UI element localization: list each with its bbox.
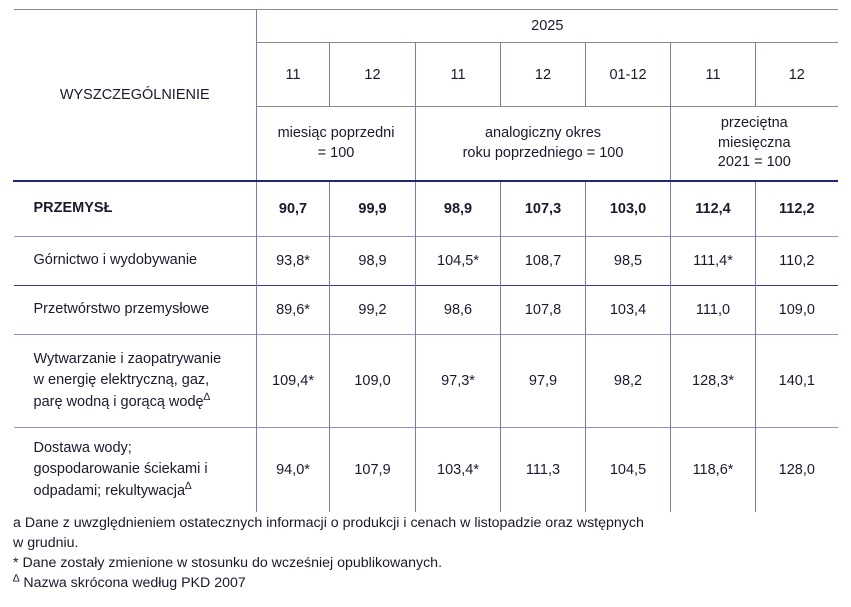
row-label-line: Dostawa wody; xyxy=(33,440,132,457)
footnotes-block xyxy=(13,513,839,594)
unit-line-2: = 100 xyxy=(317,144,355,161)
cell-water-7: 128,0 xyxy=(756,428,838,513)
cell-mining-4: 108,7 xyxy=(501,237,586,286)
row-label-mining xyxy=(14,237,257,286)
unit-line-1: przeciętna xyxy=(720,115,788,132)
row-label-line: PRZEMYSŁ xyxy=(33,200,113,217)
footnote-delta-marker: ∆ xyxy=(13,572,20,585)
row-label-line: parę wodną i gorącą wodę xyxy=(33,393,204,410)
row-label-manufacturing xyxy=(14,286,257,335)
header-row-year xyxy=(14,10,838,43)
cell-manufacturing-6: 111,0 xyxy=(671,286,756,335)
cell-water-4: 111,3 xyxy=(501,428,586,513)
unit-line-1: analogiczny okres xyxy=(484,124,602,141)
cell-manufacturing-4: 107,8 xyxy=(501,286,586,335)
cell-mining-1: 93,8* xyxy=(257,237,330,286)
cell-manufacturing-1: 89,6* xyxy=(257,286,330,335)
period-header-1: 11 xyxy=(257,43,330,107)
row-label-line: w energię elektryczną, gaz, xyxy=(33,372,210,389)
table-body xyxy=(14,181,838,512)
footnote-delta xyxy=(13,573,839,593)
row-label-line: Wytwarzanie i zaopatrywanie xyxy=(33,351,222,368)
unit-line-3: 2021 = 100 xyxy=(717,154,791,171)
cell-water-2: 107,9 xyxy=(330,428,416,513)
table-header xyxy=(14,10,838,182)
cell-manufacturing-2: 99,2 xyxy=(330,286,416,335)
unit-header-same-period-prev-year xyxy=(416,107,671,182)
table-row xyxy=(14,335,838,428)
period-header-4: 12 xyxy=(501,43,586,107)
cell-energy-5: 98,2 xyxy=(586,335,671,428)
cell-total-2: 99,9 xyxy=(330,182,416,237)
table-row xyxy=(14,286,838,335)
year-header-cell: 2025 xyxy=(257,10,838,43)
period-header-2: 12 xyxy=(330,43,416,107)
cell-manufacturing-7: 109,0 xyxy=(756,286,838,335)
cell-energy-2: 109,0 xyxy=(330,335,416,428)
cell-energy-3: 97,3* xyxy=(416,335,501,428)
footnote-marker-delta: ∆ xyxy=(203,390,211,403)
cell-total-6: 112,4 xyxy=(671,182,756,237)
period-header-5: 01-12 xyxy=(586,43,671,107)
unit-line-2: miesięczna xyxy=(718,134,791,151)
cell-energy-4: 97,9 xyxy=(501,335,586,428)
cell-mining-5: 98,5 xyxy=(586,237,671,286)
table-row xyxy=(14,428,838,513)
period-header-6: 11 xyxy=(671,43,756,107)
cell-water-3: 103,4* xyxy=(416,428,501,513)
row-label-line: odpadami; rekultywacja xyxy=(33,482,186,499)
footnote-a-line2: w grudniu. xyxy=(13,535,79,552)
footnote-delta-text: Nazwa skrócona według PKD 2007 xyxy=(19,575,246,592)
footnote-asterisk: * Dane zostały zmienione w stosunku do wcześniej opublikowanych. xyxy=(13,555,443,572)
table-row xyxy=(14,182,838,237)
row-label-water xyxy=(14,428,257,513)
stub-header-cell: WYSZCZEGÓLNIENIE xyxy=(14,10,257,182)
row-label-line: Przetwórstwo przemysłowe xyxy=(33,301,210,318)
cell-mining-7: 110,2 xyxy=(756,237,838,286)
cell-total-1: 90,7 xyxy=(257,182,330,237)
cell-energy-1: 109,4* xyxy=(257,335,330,428)
cell-water-1: 94,0* xyxy=(257,428,330,513)
cell-water-6: 118,6* xyxy=(671,428,756,513)
row-label-energy xyxy=(14,335,257,428)
cell-total-4: 107,3 xyxy=(501,182,586,237)
cell-energy-7: 140,1 xyxy=(756,335,838,428)
unit-header-monthly-average xyxy=(671,107,838,182)
cell-water-5: 104,5 xyxy=(586,428,671,513)
row-label-line: gospodarowanie ściekami i xyxy=(33,461,208,478)
cell-manufacturing-5: 103,4 xyxy=(586,286,671,335)
row-label-line: Górnictwo i wydobywanie xyxy=(33,252,198,269)
table-row xyxy=(14,237,838,286)
cell-total-7: 112,2 xyxy=(756,182,838,237)
unit-line-2: roku poprzedniego = 100 xyxy=(462,144,624,161)
cell-total-5: 103,0 xyxy=(586,182,671,237)
period-header-3: 11 xyxy=(416,43,501,107)
footnote-a-line1: a Dane z uwzględnieniem ostatecznych informacji o produkcji i cenach w listopadzie oraz wstępnych xyxy=(13,515,644,531)
cell-mining-6: 111,4* xyxy=(671,237,756,286)
period-header-7: 12 xyxy=(756,43,838,107)
industry-index-table xyxy=(13,9,838,512)
cell-manufacturing-3: 98,6 xyxy=(416,286,501,335)
cell-mining-3: 104,5* xyxy=(416,237,501,286)
row-label-total xyxy=(14,182,257,237)
footnote-marker-delta: ∆ xyxy=(185,479,192,492)
cell-total-3: 98,9 xyxy=(416,182,501,237)
cell-mining-2: 98,9 xyxy=(330,237,416,286)
unit-line-1: miesiąc poprzedni xyxy=(277,124,395,141)
cell-energy-6: 128,3* xyxy=(671,335,756,428)
unit-header-prev-month xyxy=(257,107,416,182)
